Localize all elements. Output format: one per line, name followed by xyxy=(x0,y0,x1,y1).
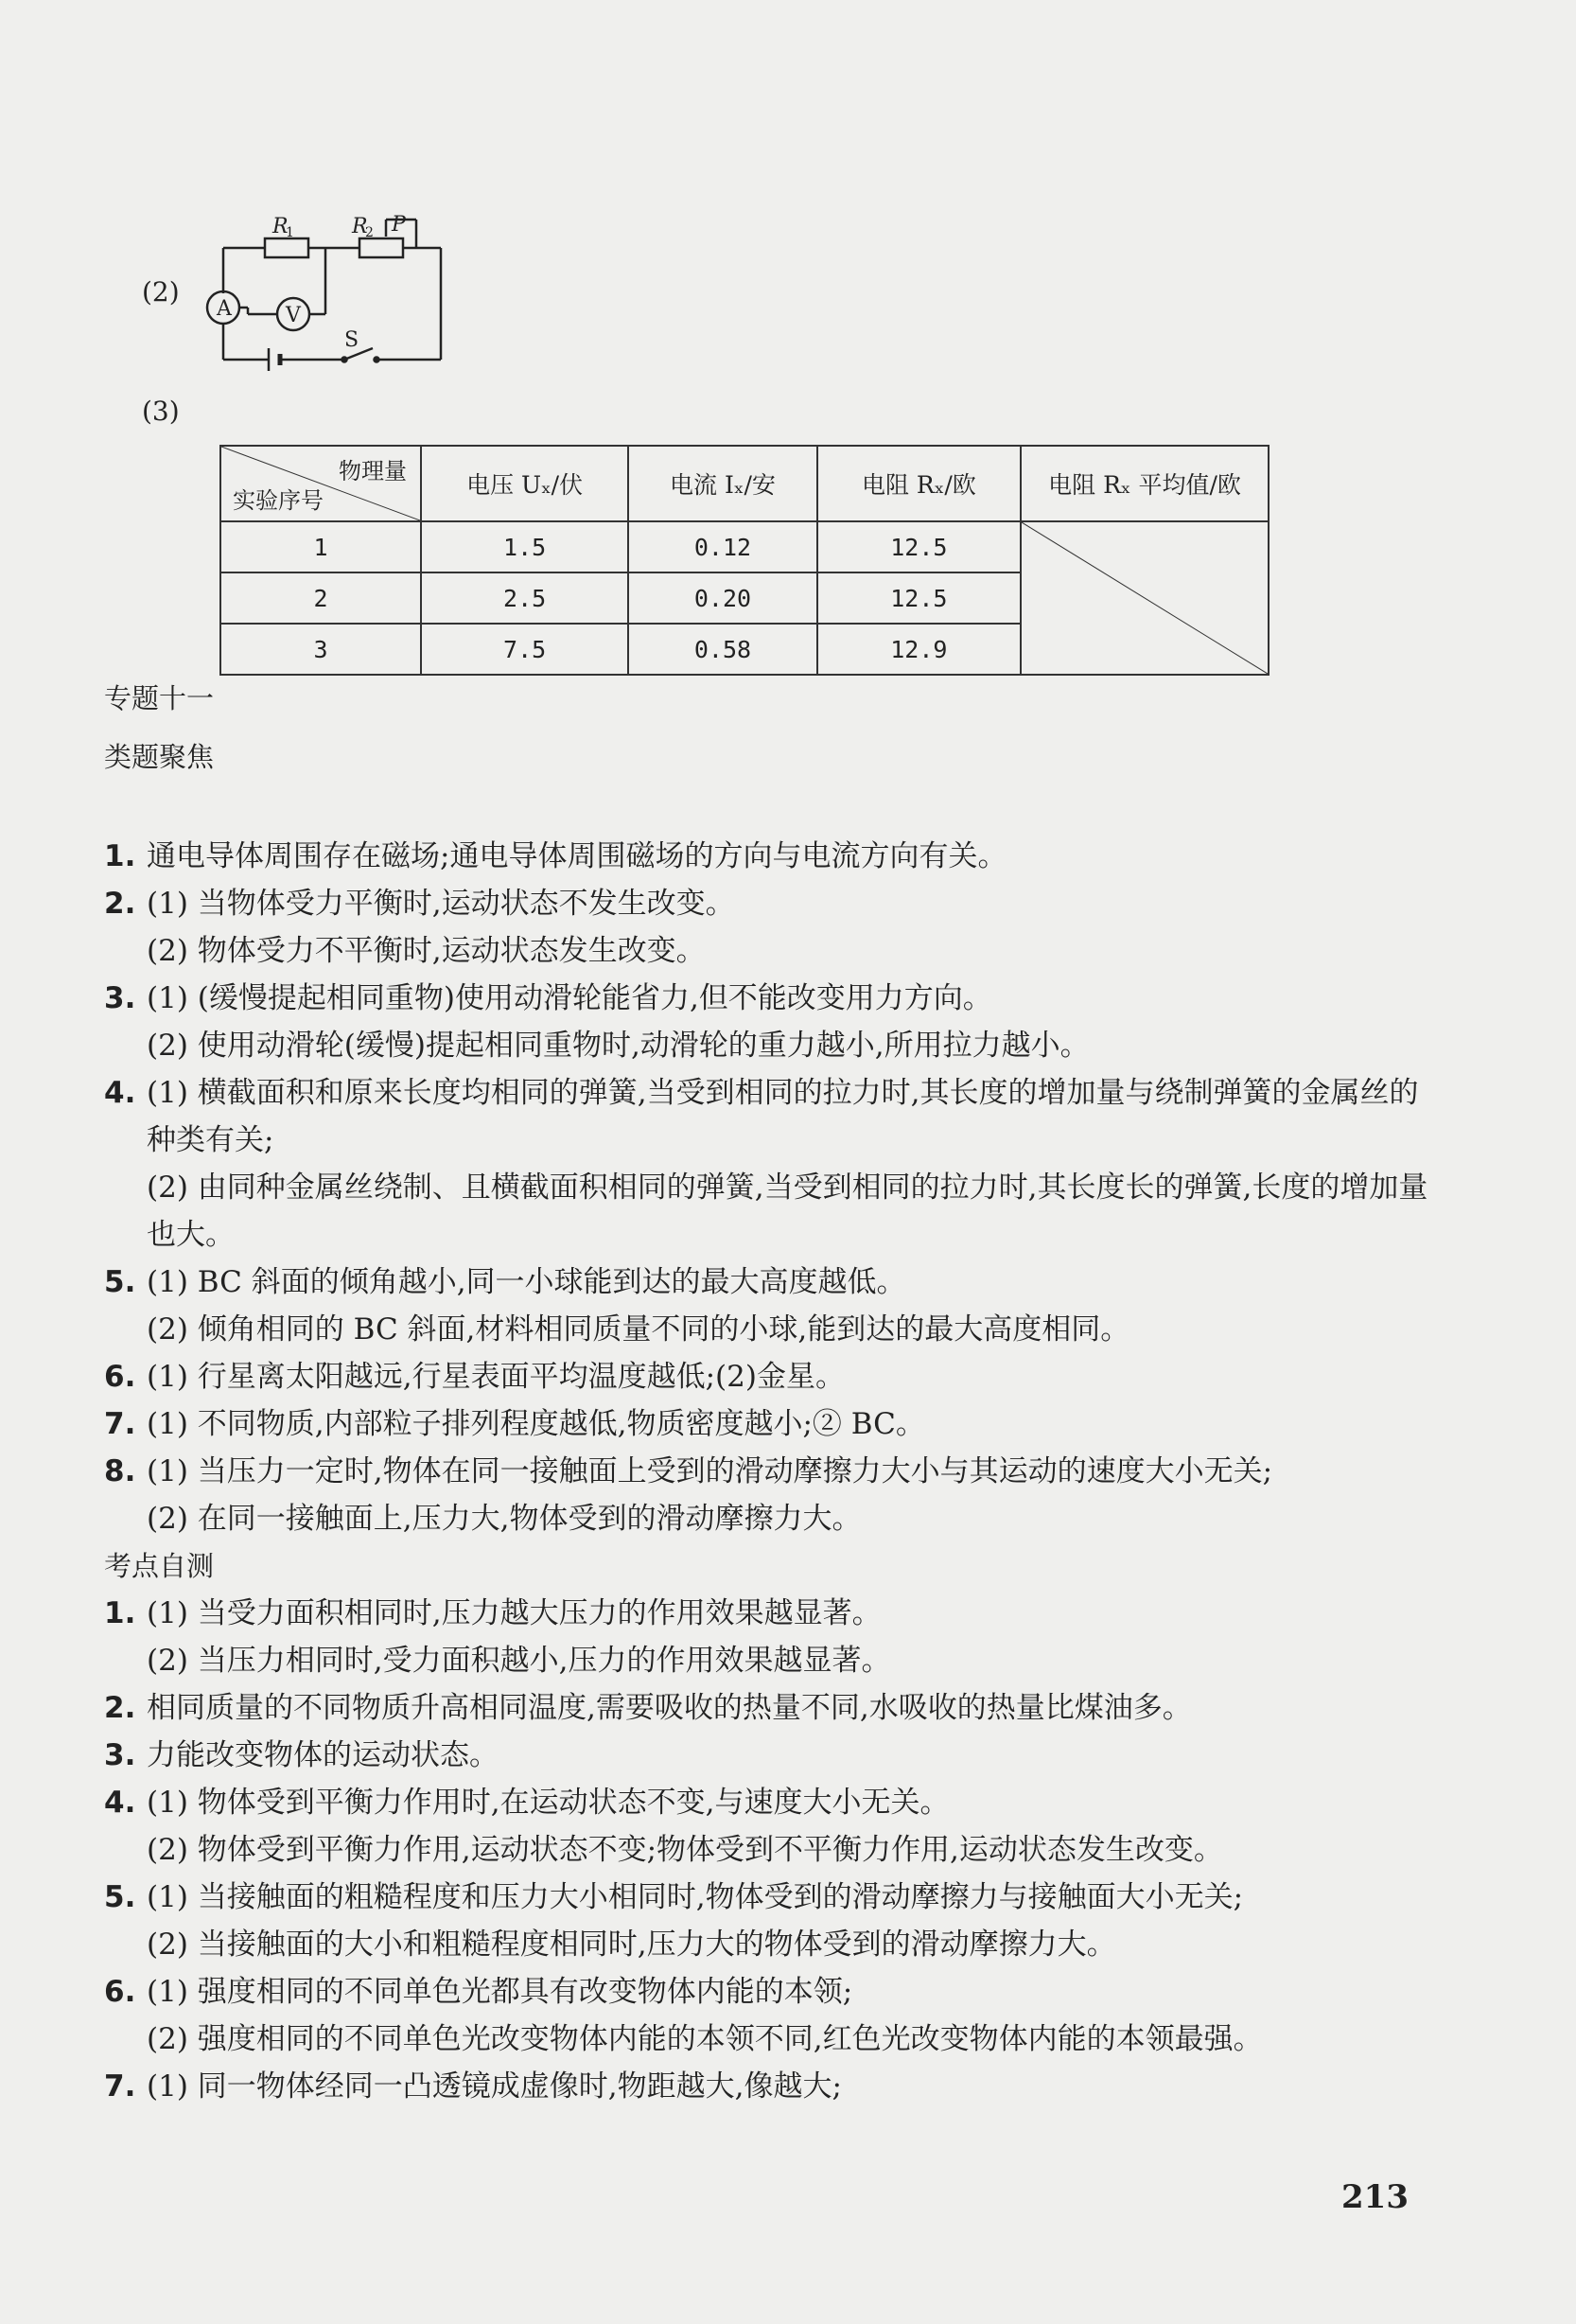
header-voltage: 电压 Uₓ/伏 xyxy=(421,446,628,521)
list-item xyxy=(104,1826,1447,1874)
list-item xyxy=(104,1022,1447,1069)
item-text: (2) 物体受力不平衡时,运动状态发生改变。 xyxy=(147,934,706,968)
list-item xyxy=(104,833,1447,880)
subsection-title: 类题聚焦 xyxy=(104,741,215,773)
header-current: 电流 Iₓ/安 xyxy=(628,446,817,521)
item-number: 1. xyxy=(104,839,136,873)
item-text: (1) 横截面积和原来长度均相同的弹簧,当受到相同的拉力时,其长度的增加量与绕制弹簧的金属丝的种类有关; xyxy=(147,1076,1419,1157)
page-number: 213 xyxy=(1341,2178,1409,2216)
item-number: 3. xyxy=(104,981,136,1015)
item-number: 4. xyxy=(104,1076,136,1110)
list-item xyxy=(104,1259,1447,1306)
table-cell: 0.58 xyxy=(628,624,817,675)
table-cell: 0.12 xyxy=(628,521,817,572)
item-text: (2) 物体受到平衡力作用,运动状态不变;物体受到不平衡力作用,运动状态发生改变。 xyxy=(147,1833,1223,1867)
table-cell: 2.5 xyxy=(421,572,628,624)
item-text: (2) 使用动滑轮(缓慢)提起相同重物时,动滑轮的重力越小,所用拉力越小。 xyxy=(147,1029,1090,1063)
table-cell: 7.5 xyxy=(421,624,628,675)
table-header-row xyxy=(220,446,1269,521)
item-text: (1) 当压力一定时,物体在同一接触面上受到的滑动摩擦力大小与其运动的速度大小无关; xyxy=(147,1454,1273,1488)
subsection-title: 考点自测 xyxy=(104,1550,215,1582)
item-text: 通电导体周围存在磁场;通电导体周围磁场的方向与电流方向有关。 xyxy=(147,839,1007,873)
table-cell: 12.5 xyxy=(817,521,1021,572)
slider-p-label: P xyxy=(392,213,406,237)
item-number: 7. xyxy=(104,1407,136,1441)
item-text: (1) 行星离太阳越远,行星表面平均温度越低;(2)金星。 xyxy=(147,1360,845,1394)
item-number: 1. xyxy=(104,1596,136,1630)
item-number: 7. xyxy=(104,2069,136,2104)
item-number: 4. xyxy=(104,1786,136,1820)
list-item xyxy=(104,880,1447,927)
list-item xyxy=(104,927,1447,975)
item-number: 2. xyxy=(104,887,136,921)
item-number: 2. xyxy=(104,1691,136,1725)
item-text: (1) 强度相同的不同单色光都具有改变物体内能的本领; xyxy=(147,1975,853,2009)
list-item xyxy=(104,1921,1447,1968)
list-item xyxy=(104,1779,1447,1826)
item-text: (2) 当压力相同时,受力面积越小,压力的作用效果越显著。 xyxy=(147,1644,891,1678)
table-cell: 12.5 xyxy=(817,572,1021,624)
table-cell: 1 xyxy=(220,521,421,572)
table-cell: 12.9 xyxy=(817,624,1021,675)
item-text: (2) 在同一接触面上,压力大,物体受到的滑动摩擦力大。 xyxy=(147,1502,862,1536)
list-item xyxy=(104,1069,1447,1164)
circuit-label: (2) xyxy=(142,276,180,308)
list-item xyxy=(104,1732,1447,1779)
r1-label: R xyxy=(272,215,289,238)
item-text: (1) 当物体受力平衡时,运动状态不发生改变。 xyxy=(147,887,735,921)
list-item xyxy=(104,1353,1447,1400)
circuit-diagram xyxy=(142,203,454,374)
avg-cell-diagonal xyxy=(1022,522,1268,674)
item-number: 6. xyxy=(104,1975,136,2009)
item-number: 5. xyxy=(104,1880,136,1914)
header-avg-resistance: 电阻 Rₓ 平均值/欧 xyxy=(1021,446,1269,521)
item-text: (1) 当接触面的粗糙程度和压力大小相同时,物体受到的滑动摩擦力与接触面大小无关; xyxy=(147,1880,1244,1914)
item-number: 5. xyxy=(104,1265,136,1299)
section-title: 专题十一 xyxy=(104,682,215,714)
corner-top-label: 物理量 xyxy=(339,458,407,484)
table-cell: 0.20 xyxy=(628,572,817,624)
list-item xyxy=(104,1164,1447,1259)
r1-subscript: 1 xyxy=(286,225,294,240)
list-item xyxy=(104,975,1447,1022)
list-item xyxy=(104,2016,1447,2063)
table-cell: 1.5 xyxy=(421,521,628,572)
table-label: (3) xyxy=(142,396,180,427)
item-text: (1) 当受力面积相同时,压力越大压力的作用效果越显著。 xyxy=(147,1596,882,1630)
list-item xyxy=(104,1637,1447,1684)
list-item xyxy=(104,2063,1447,2110)
r2-subscript: 2 xyxy=(365,225,374,240)
item-text: 力能改变物体的运动状态。 xyxy=(147,1738,499,1772)
table-corner-cell xyxy=(220,446,421,521)
item-number: 8. xyxy=(104,1454,136,1488)
list-item xyxy=(104,1495,1447,1542)
item-text: (2) 当接触面的大小和粗糙程度相同时,压力大的物体受到的滑动摩擦力大。 xyxy=(147,1928,1116,1962)
avg-resistance-empty-cell xyxy=(1021,521,1269,675)
voltmeter-symbol: V xyxy=(286,304,301,327)
item-text: (1) BC 斜面的倾角越小,同一小球能到达的最大高度越低。 xyxy=(147,1265,906,1299)
list-item xyxy=(104,1306,1447,1353)
table-row xyxy=(220,521,1269,572)
list-item xyxy=(104,1968,1447,2016)
r2-label: R xyxy=(352,215,368,238)
list-item xyxy=(104,1684,1447,1732)
item-number: 6. xyxy=(104,1360,136,1394)
item-text: (1) 同一物体经同一凸透镜成虚像时,物距越大,像越大; xyxy=(147,2069,842,2104)
switch-label: S xyxy=(344,328,359,352)
item-text: (2) 倾角相同的 BC 斜面,材料相同质量不同的小球,能到达的最大高度相同。 xyxy=(147,1312,1130,1347)
item-text: (2) 强度相同的不同单色光改变物体内能的本领不同,红色光改变物体内能的本领最强。 xyxy=(147,2022,1263,2056)
answer-group-2 xyxy=(104,1590,1447,2110)
data-table xyxy=(219,445,1270,676)
table-cell: 3 xyxy=(220,624,421,675)
table-cell: 2 xyxy=(220,572,421,624)
item-text: (1) 物体受到平衡力作用时,在运动状态不变,与速度大小无关。 xyxy=(147,1786,950,1820)
header-resistance: 电阻 Rₓ/欧 xyxy=(817,446,1021,521)
ammeter-symbol: A xyxy=(217,297,232,321)
list-item xyxy=(104,1448,1447,1495)
item-text: (1) 不同物质,内部粒子排列程度越低,物质密度越小;② BC。 xyxy=(147,1407,925,1441)
item-number: 3. xyxy=(104,1738,136,1772)
list-item xyxy=(104,1590,1447,1637)
item-text: 相同质量的不同物质升高相同温度,需要吸收的热量不同,水吸收的热量比煤油多。 xyxy=(147,1691,1192,1725)
corner-bottom-label: 实验序号 xyxy=(233,487,324,514)
item-text: (2) 由同种金属丝绕制、且横截面积相同的弹簧,当受到相同的拉力时,其长度长的弹簧,长度的增加量也大。 xyxy=(147,1171,1428,1252)
list-item xyxy=(104,1874,1447,1921)
list-item xyxy=(104,1400,1447,1448)
item-text: (1) (缓慢提起相同重物)使用动滑轮能省力,但不能改变用力方向。 xyxy=(147,981,992,1015)
answer-group-1 xyxy=(104,833,1447,1542)
answers-list xyxy=(104,833,1447,2110)
